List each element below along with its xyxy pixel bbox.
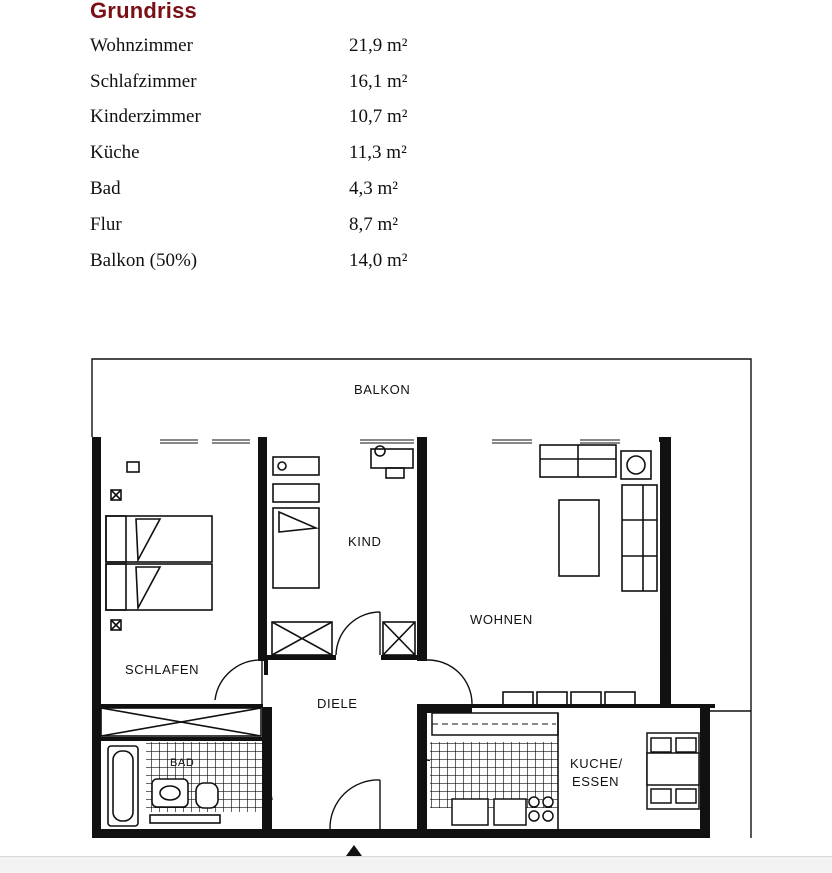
kitchen-furniture (430, 713, 699, 829)
bottom-bar (0, 856, 832, 873)
bedroom-furniture (101, 462, 261, 736)
room-area: 4,3 m² (349, 178, 398, 200)
room-area: 10,7 m² (349, 106, 408, 128)
label-bad: BAD (170, 757, 195, 769)
living-room-furniture (503, 445, 665, 706)
room-name: Flur (90, 213, 122, 235)
room-area: 14,0 m² (349, 249, 408, 271)
bathroom-furniture (108, 742, 262, 826)
room-area: 16,1 m² (349, 70, 408, 92)
label-kueche-line1: KUCHE/ (570, 756, 623, 771)
room-name: Kinderzimmer (90, 106, 201, 128)
label-diele: DIELE (317, 696, 358, 711)
label-kind: KIND (348, 534, 382, 549)
room-name: Küche (90, 142, 140, 164)
label-wohnen: WOHNEN (470, 612, 533, 627)
entrance-arrow-icon (346, 845, 362, 856)
label-balkon: BALKON (354, 382, 411, 397)
page-title: Grundriss (90, 0, 197, 23)
window-markers (160, 440, 620, 443)
room-name: Wohnzimmer (90, 34, 193, 56)
child-room-furniture (272, 446, 415, 655)
room-name: Balkon (50%) (90, 249, 198, 271)
room-area: 11,3 m² (349, 142, 407, 164)
room-name: Bad (90, 178, 121, 200)
room-area: 21,9 m² (349, 34, 408, 56)
label-kueche-line2: ESSEN (572, 774, 620, 789)
room-area: 8,7 m² (349, 213, 398, 235)
room-name: Schlafzimmer (90, 70, 197, 92)
label-schlafen: SCHLAFEN (125, 662, 200, 677)
